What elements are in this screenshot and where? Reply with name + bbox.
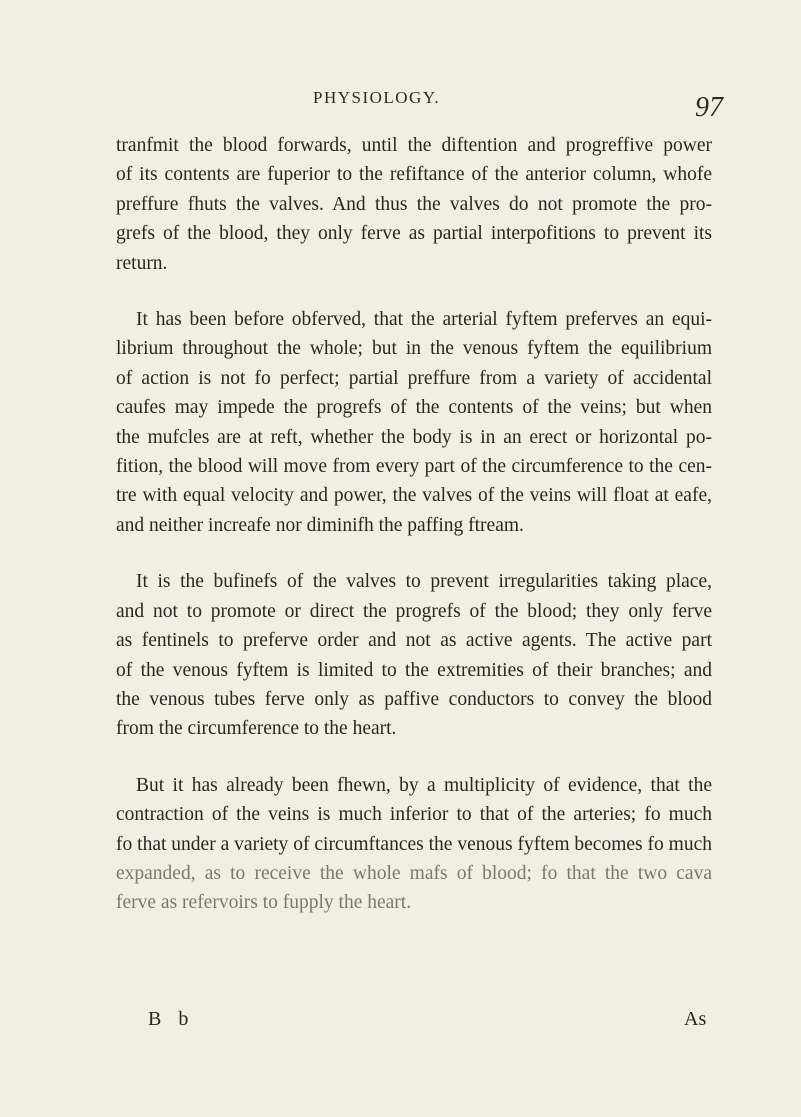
paragraph-3: [116, 567, 712, 743]
text-line: grefs of the blood, they only ferve as partial interpofitions to prevent its: [116, 223, 712, 245]
signature-mark: B b: [148, 1008, 195, 1030]
text-line: return.: [116, 252, 168, 274]
text-line: It is the bufinefs of the valves to prevent irregularities taking place,: [136, 571, 712, 593]
text-line: the venous tubes ferve only as paffive conductors to convey the blood: [116, 688, 712, 710]
text-line: But it has already been fhewn, by a multiplicity of evidence, that the: [136, 774, 712, 796]
text-line: of action is not fo perfect; partial preffure from a variety of accidental: [116, 367, 712, 389]
text-line: and not to promote or direct the progrefs of the blood; they only ferve: [116, 600, 712, 622]
text-line: expanded, as to receive the whole mafs of blood; fo that the two cava: [116, 862, 712, 884]
text-line: of the venous fyftem is limited to the extremities of their branches; and: [116, 659, 712, 681]
text-line: fo that under a variety of circumftances the venous fyftem becomes fo much: [116, 833, 712, 855]
text-line: It has been before obferved, that the arterial fyftem preferves an equi-: [136, 309, 712, 331]
page-footer: [0, 1008, 801, 1038]
text-line: preffure fhuts the valves. And thus the valves do not promote the pro-: [116, 193, 712, 215]
text-line: of its contents are fuperior to the refiftance of the anterior column, whofe: [116, 164, 712, 186]
text-line: caufes may impede the progrefs of the contents of the veins; but when: [116, 397, 712, 419]
body-text: [116, 131, 712, 945]
text-line: and neither increafe nor diminifh the paffing ftream.: [116, 514, 524, 536]
paragraph-4: [116, 771, 712, 918]
page-header: [0, 88, 801, 123]
text-line: librium throughout the whole; but in the venous fyftem the equilibrium: [116, 338, 712, 360]
text-line: ferve as refervoirs to fupply the heart.: [116, 892, 412, 914]
text-line: tre with equal velocity and power, the valves of the veins will float at eafe,: [116, 485, 712, 507]
paragraph-1: [116, 131, 712, 278]
text-line: as fentinels to preferve order and not as active agents. The active part: [116, 630, 712, 652]
running-title: PHYSIOLOGY.: [313, 88, 441, 107]
text-line: fition, the blood will move from every part of the circumference to the cen-: [116, 456, 712, 478]
text-line: tranfmit the blood forwards, until the diftention and progreffive power: [116, 135, 712, 156]
text-line: contraction of the veins is much inferior to that of the arteries; fo much: [116, 804, 712, 826]
catchword: As: [684, 1008, 707, 1030]
text-line: from the circumference to the heart.: [116, 718, 397, 740]
paragraph-2: [116, 305, 712, 540]
text-line: the mufcles are at reft, whether the body is in an erect or horizontal po-: [116, 426, 712, 448]
page-number: 97: [695, 92, 723, 123]
